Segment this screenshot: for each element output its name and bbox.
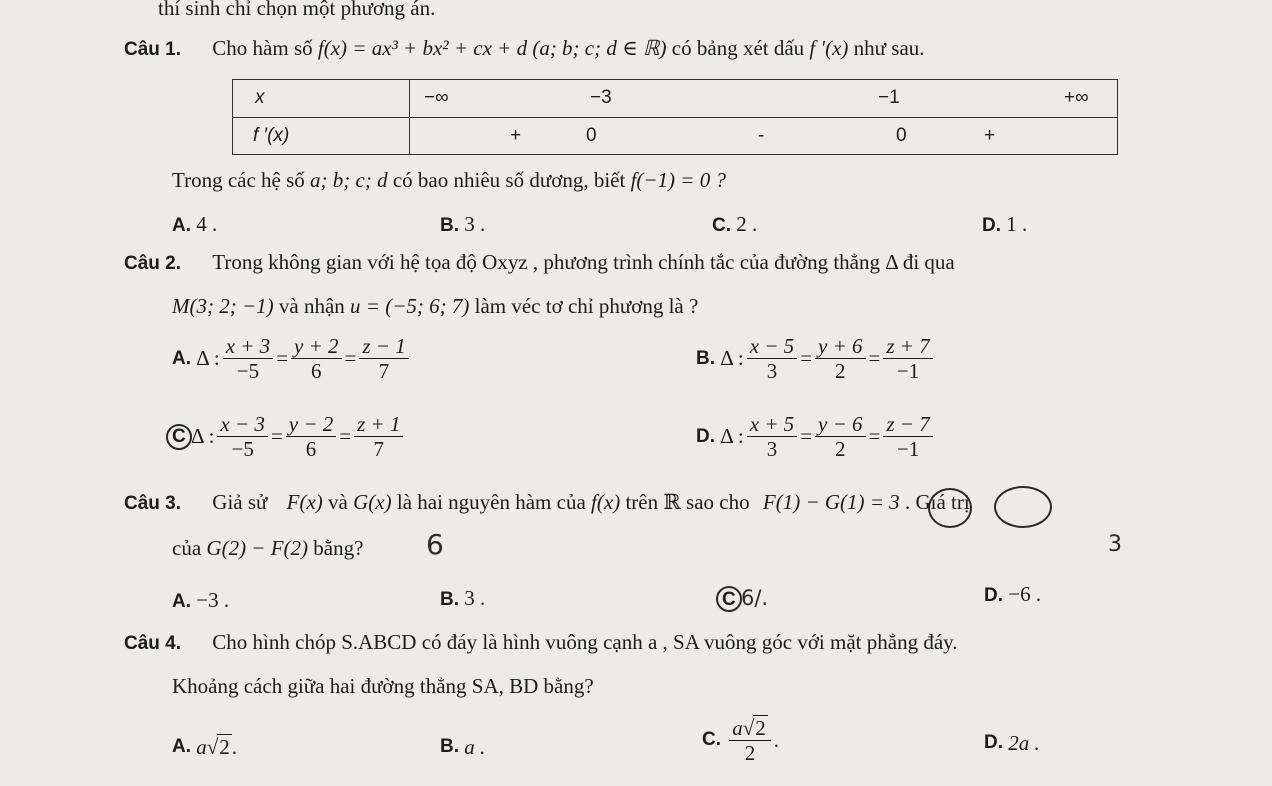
q3-option-b: B. 3 .	[440, 586, 486, 610]
q2-statement-2: M(3; 2; −1) và nhận u = (−5; 6; 7) làm véc tơ chỉ phương là ?	[172, 294, 699, 318]
q3-option-d: D. −6 .	[984, 582, 1042, 606]
q3-option-a: A. −3 .	[172, 588, 230, 612]
q3-handwritten-3: 3	[1108, 532, 1122, 557]
top-note: thí sinh chỉ chọn một phương án.	[158, 0, 436, 20]
q2-option-b: B. Δ : $\frac{x - 5}{3}$ = $\frac{y + 6}{2}$ = $\frac{z + 7}{-1}$	[696, 334, 936, 383]
q4-statement: Câu 4. Cho hình chóp S.ABCD có đáy là hình vuông cạnh a , SA vuông góc với mặt phẳng đáy.	[124, 630, 958, 654]
sign-zero-1: 0	[586, 124, 597, 146]
sign-zero-2: 0	[896, 124, 907, 146]
sqrt-sign: √	[206, 734, 219, 759]
q1-option-b: B. 3 .	[440, 212, 486, 236]
q2-statement: Câu 2. Trong không gian với hệ tọa độ Oxyz , phương trình chính tắc của đường thẳng Δ đi qua	[124, 250, 955, 274]
q1-statement: Câu 1. Cho hàm số f(x) = ax³ + bx² + cx + d (a; b; c; d ∈ ℝ) có bảng xét dấu f ′(x) như sau.	[124, 36, 925, 60]
table-x-neg-inf: −∞	[424, 87, 449, 109]
q1-label: Câu 1.	[124, 39, 182, 60]
q1-formula: f(x) = ax³ + bx² + cx + d (a; b; c; d ∈ ℝ)	[317, 36, 667, 60]
q1-option-d: D. 1 .	[982, 212, 1028, 236]
q1-option-a: A. 4 .	[172, 212, 218, 236]
q1-question: Trong các hệ số a; b; c; d có bao nhiêu số dương, biết f(−1) = 0 ?	[172, 168, 726, 192]
q3-circle-f1	[928, 488, 972, 528]
q2-option-d: D. Δ : $\frac{x + 5}{3}$ = $\frac{y - 6}{2}$ = $\frac{z - 7}{-1}$	[696, 412, 936, 461]
q2-vector: u = (−5; 6; 7)	[350, 294, 470, 318]
q3-answer-circle	[716, 586, 742, 612]
q3-handwritten-6: 6	[426, 528, 444, 561]
q4-option-b: B. a .	[440, 734, 486, 759]
q4-label: Câu 4.	[124, 633, 182, 654]
q3-label: Câu 3.	[124, 493, 182, 514]
table-x-minus1: −1	[878, 87, 900, 109]
q2-option-c: C Δ : $\frac{x - 3}{-5}$ = $\frac{y - 2}{6}$ = $\frac{z + 1}{7}$	[172, 412, 406, 461]
q3-option-c: C 6/.	[722, 586, 769, 610]
q3-condition: F(1) − G(1) = 3	[762, 490, 900, 514]
sign-plus-1: +	[510, 124, 522, 146]
table-head-fprime: f ′(x)	[253, 124, 290, 146]
q3-circle-g1	[994, 486, 1052, 528]
q1-option-c: C. 2 .	[712, 212, 758, 236]
sign-table	[232, 79, 1118, 155]
table-x-minus3: −3	[590, 87, 612, 109]
q3-statement: Câu 3. Giả sử F(x) và G(x) là hai nguyên hàm của f(x) trên ℝ sao cho F(1) − G(1) = 3 . Giá trị	[124, 490, 970, 514]
q4-statement-2: Khoảng cách giữa hai đường thẳng SA, BD bằng?	[172, 674, 594, 698]
q2-answer-circle	[166, 424, 192, 450]
q4-option-a: A. a √ 2 .	[172, 734, 238, 759]
q3-statement-2: của G(2) − F(2) bằng?	[172, 536, 364, 560]
q4-option-d: D. 2a .	[984, 730, 1040, 755]
q2-label: Câu 2.	[124, 253, 182, 274]
table-x-pos-inf: +∞	[1064, 87, 1089, 109]
q4-option-c: C. $\frac{a√2}{2}$ .	[702, 715, 780, 765]
table-head-x: x	[255, 87, 265, 109]
sign-minus: -	[758, 124, 765, 146]
q2-option-a: A. Δ : $\frac{x + 3}{-5}$ = $\frac{y + 2}{6}$ = $\frac{z - 1}{7}$	[172, 334, 412, 383]
sign-plus-2: +	[984, 124, 996, 146]
